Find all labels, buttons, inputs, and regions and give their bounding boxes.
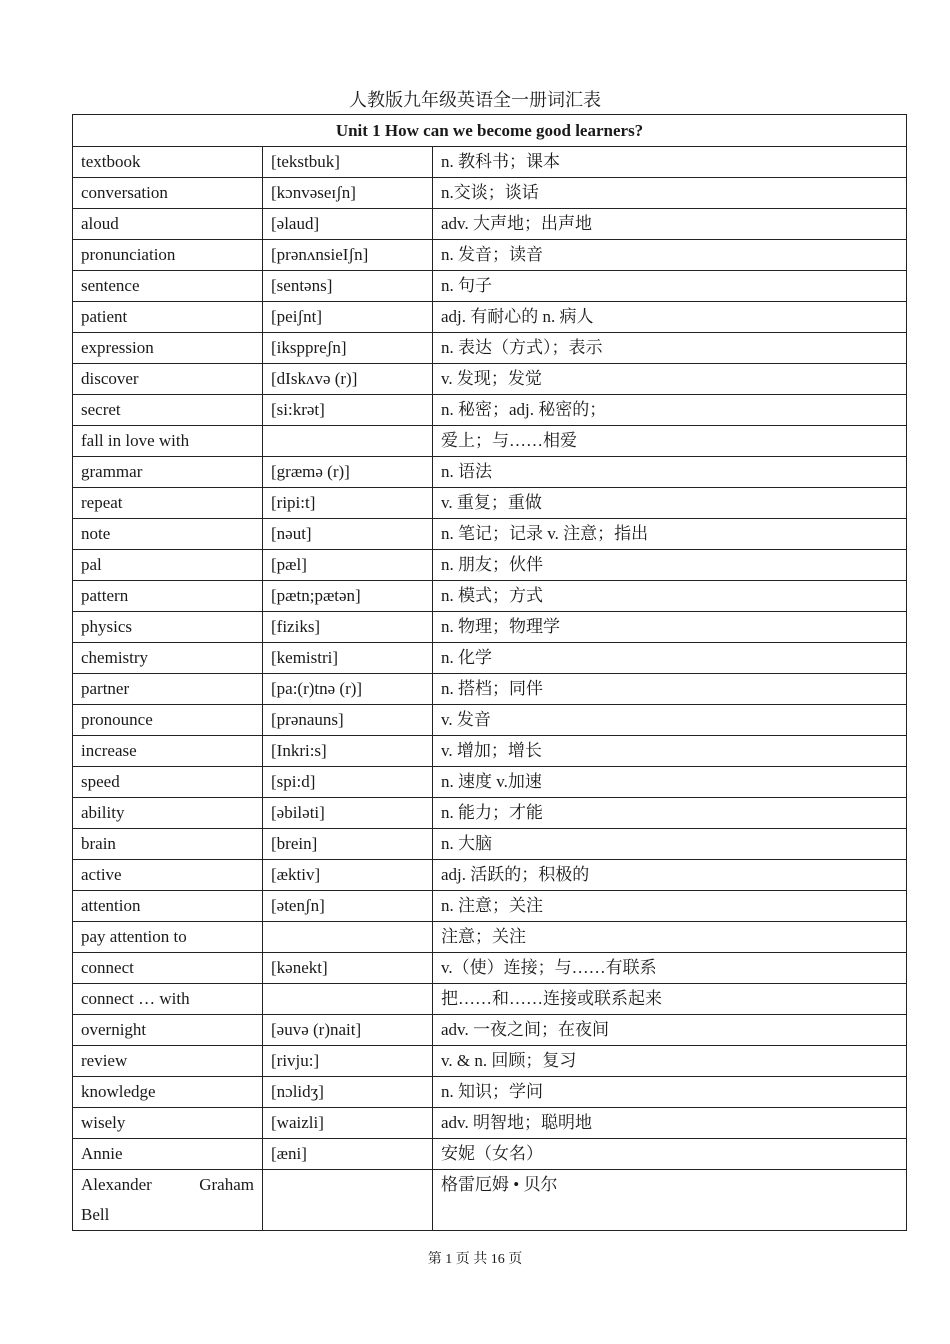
vocab-meaning: n. 速度 v.加速 [433,767,907,798]
vocab-phonetic: [prənauns] [263,705,433,736]
table-row [73,426,907,457]
vocab-word: expression [73,333,263,364]
vocab-word: review [73,1046,263,1077]
vocab-phonetic: [nɔlidʒ] [263,1077,433,1108]
vocab-phonetic: [nəut] [263,519,433,550]
vocab-word: repeat [73,488,263,519]
vocab-phonetic [263,426,433,457]
vocab-meaning: n. 搭档；同伴 [433,674,907,705]
table-row [73,953,907,984]
vocab-phonetic: [peiʃnt] [263,302,433,333]
vocab-phonetic: [sentəns] [263,271,433,302]
vocab-meaning: n. 语法 [433,457,907,488]
vocab-word: pal [73,550,263,581]
page-footer: 第 1 页 共 16 页 [427,1252,523,1267]
vocab-word: partner [73,674,263,705]
unit-heading-row [73,115,907,147]
vocab-meaning: 爱上；与……相爱 [433,426,907,457]
vocab-word-line: Bell [81,1205,110,1224]
vocab-word: increase [73,736,263,767]
vocab-meaning: n. 知识；学问 [433,1077,907,1108]
vocab-meaning: adv. 明智地；聪明地 [433,1108,907,1139]
vocab-meaning: n. 大脑 [433,829,907,860]
vocab-meaning: v. & n. 回顾；复习 [433,1046,907,1077]
vocab-phonetic: [pæl] [263,550,433,581]
table-row [73,829,907,860]
vocab-word: textbook [73,147,263,178]
vocab-phonetic [263,984,433,1015]
vocab-word: grammar [73,457,263,488]
vocab-word: pronunciation [73,240,263,271]
vocab-meaning: n. 物理；物理学 [433,612,907,643]
vocab-phonetic: [brein] [263,829,433,860]
vocab-word: brain [73,829,263,860]
table-row [73,922,907,953]
vocabulary-table-body [73,115,907,1231]
vocab-word: note [73,519,263,550]
vocab-word: physics [73,612,263,643]
vocab-word: conversation [73,178,263,209]
vocab-phonetic: [kənekt] [263,953,433,984]
vocab-word: fall in love with [73,426,263,457]
vocab-phonetic: [æktiv] [263,860,433,891]
table-row [73,860,907,891]
vocab-word: chemistry [73,643,263,674]
vocab-phonetic: [græmə (r)] [263,457,433,488]
vocab-phonetic: [fiziks] [263,612,433,643]
vocab-meaning: n.交谈；谈话 [433,178,907,209]
table-row [73,612,907,643]
vocab-phonetic: [spi:d] [263,767,433,798]
table-row [73,891,907,922]
vocab-word: overnight [73,1015,263,1046]
vocab-meaning: n. 发音；读音 [433,240,907,271]
table-row [73,333,907,364]
vocab-meaning: n. 注意；关注 [433,891,907,922]
vocab-meaning: n. 模式；方式 [433,581,907,612]
vocab-word: wisely [73,1108,263,1139]
vocab-meaning: n. 句子 [433,271,907,302]
vocab-word: discover [73,364,263,395]
table-row [73,1170,907,1231]
vocab-meaning: adv. 一夜之间；在夜间 [433,1015,907,1046]
table-row [73,457,907,488]
table-row [73,736,907,767]
vocab-meaning: v. 发现；发觉 [433,364,907,395]
vocab-phonetic: [rivju:] [263,1046,433,1077]
table-row [73,550,907,581]
vocab-phonetic: [kemistri] [263,643,433,674]
table-row [73,798,907,829]
vocab-phonetic: [waizli] [263,1108,433,1139]
vocab-word: connect [73,953,263,984]
vocab-meaning: n. 表达（方式）；表示 [433,333,907,364]
vocab-phonetic: [pætn;pætən] [263,581,433,612]
vocab-phonetic: [iksppreʃn] [263,333,433,364]
vocab-word: attention [73,891,263,922]
vocab-word: secret [73,395,263,426]
table-row [73,1015,907,1046]
vocab-word: Annie [73,1139,263,1170]
vocab-phonetic: [prənʌnsieIʃn] [263,240,433,271]
table-row [73,705,907,736]
table-row [73,1077,907,1108]
vocab-phonetic [263,922,433,953]
vocab-meaning: n. 笔记；记录 v. 注意；指出 [433,519,907,550]
vocab-phonetic [263,1170,433,1231]
vocab-meaning: v. 增加；增长 [433,736,907,767]
vocab-meaning: v. 发音 [433,705,907,736]
vocab-word-line: Alexander Graham [81,1175,254,1194]
vocab-meaning: n. 教科书；课本 [433,147,907,178]
vocab-word [73,1170,263,1231]
vocab-phonetic: [kɔnvəseɪʃn] [263,178,433,209]
vocab-phonetic: [æni] [263,1139,433,1170]
table-row [73,1139,907,1170]
table-row [73,643,907,674]
vocab-meaning: n. 化学 [433,643,907,674]
vocab-phonetic: [Inkri:s] [263,736,433,767]
vocab-word: aloud [73,209,263,240]
table-row [73,240,907,271]
table-row [73,364,907,395]
unit-heading: Unit 1 How can we become good learners? [73,115,907,147]
vocab-meaning: 格雷厄姆 • 贝尔 [433,1170,907,1231]
vocab-meaning: n. 秘密；adj. 秘密的； [433,395,907,426]
vocab-word: patient [73,302,263,333]
table-row [73,1046,907,1077]
vocab-word: sentence [73,271,263,302]
vocab-meaning: adv. 大声地；出声地 [433,209,907,240]
vocab-phonetic: [əlaud] [263,209,433,240]
vocab-meaning: adj. 有耐心的 n. 病人 [433,302,907,333]
vocab-meaning: n. 能力；才能 [433,798,907,829]
vocab-meaning: 注意；关注 [433,922,907,953]
vocab-meaning: adj. 活跃的；积极的 [433,860,907,891]
vocab-word: pattern [73,581,263,612]
vocab-meaning: v.（使）连接；与……有联系 [433,953,907,984]
vocab-phonetic: [əuvə (r)nait] [263,1015,433,1046]
vocab-meaning: 把……和……连接或联系起来 [433,984,907,1015]
table-row [73,178,907,209]
vocab-phonetic: [ətenʃn] [263,891,433,922]
table-row [73,984,907,1015]
vocab-meaning: v. 重复；重做 [433,488,907,519]
table-row [73,674,907,705]
vocab-meaning: n. 朋友；伙伴 [433,550,907,581]
vocab-word: pronounce [73,705,263,736]
table-row [73,519,907,550]
vocab-phonetic: [əbiləti] [263,798,433,829]
document-title: 人教版九年级英语全一册词汇表 [349,90,601,110]
table-row [73,767,907,798]
vocab-phonetic: [tekstbuk] [263,147,433,178]
table-row [73,271,907,302]
vocab-phonetic: [dIskʌvə (r)] [263,364,433,395]
vocab-meaning: 安妮（女名） [433,1139,907,1170]
table-row [73,488,907,519]
table-row [73,1108,907,1139]
vocab-word: active [73,860,263,891]
table-row [73,395,907,426]
vocab-word: speed [73,767,263,798]
vocab-phonetic: [pa:(r)tnə (r)] [263,674,433,705]
vocab-phonetic: [si:krət] [263,395,433,426]
vocab-word: pay attention to [73,922,263,953]
table-row [73,209,907,240]
table-row [73,147,907,178]
vocab-word: connect … with [73,984,263,1015]
vocabulary-table [72,114,907,1231]
vocab-word: knowledge [73,1077,263,1108]
table-row [73,302,907,333]
table-row [73,581,907,612]
vocab-word: ability [73,798,263,829]
vocab-phonetic: [ripi:t] [263,488,433,519]
